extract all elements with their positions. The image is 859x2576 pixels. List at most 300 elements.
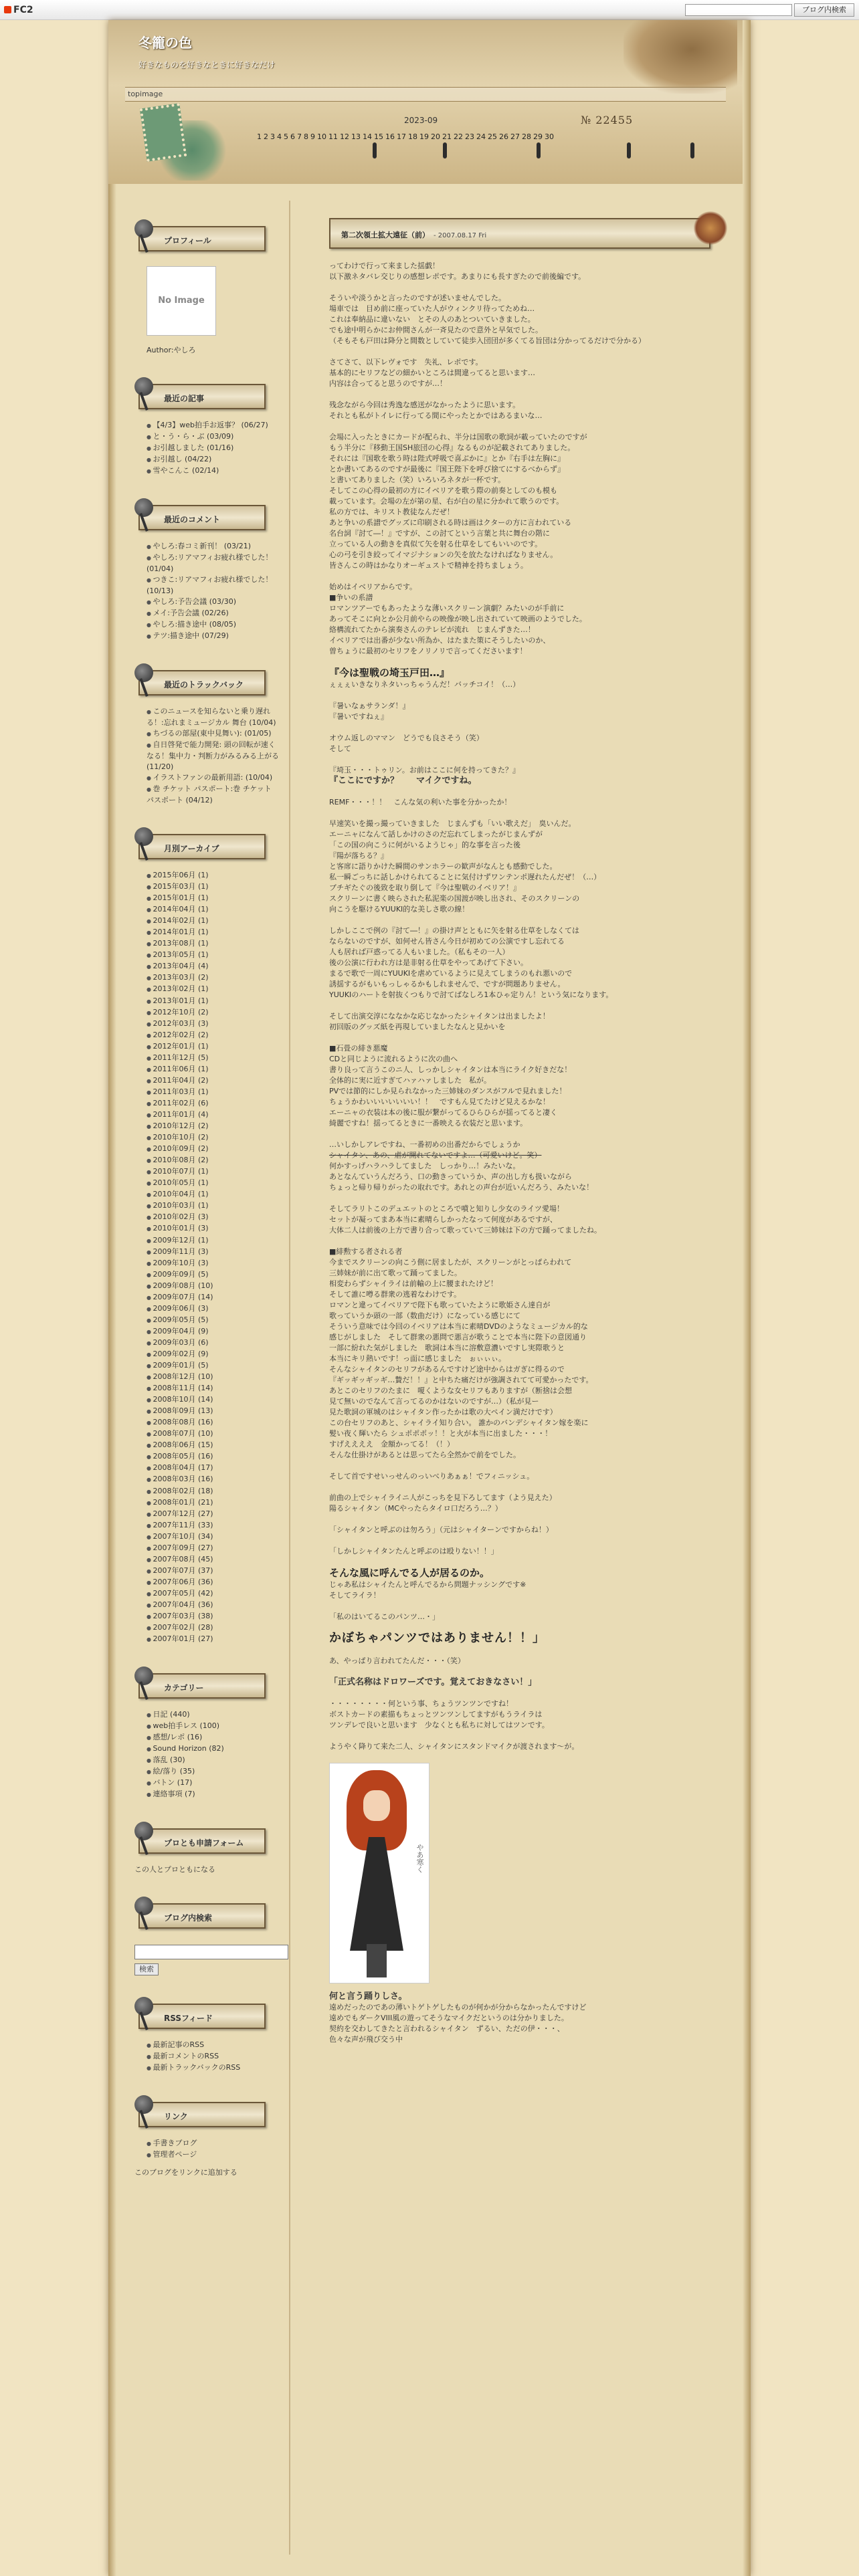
list-item[interactable]: ● 2010年03月 (1)	[147, 1200, 280, 1212]
entry-line: とか書いてあるのですが最後に『国王陛下を呼び捨てにするべからず』	[329, 465, 565, 473]
list-item[interactable]: ● やしろ:予告会議 (03/30)	[147, 597, 280, 608]
entry-paragraph	[329, 765, 731, 786]
list-item[interactable]: ● このニュースを知らないと乗り遅れる！:忘れまミュージカル 舞台 (10/04)	[147, 706, 280, 728]
list-item[interactable]: ● 2008年06月 (15)	[147, 1440, 280, 1451]
entry-line: 私一瞬ごっちに話しかけられてることに気付けずワンテンポ遅れたんだぜ！（…）	[329, 873, 601, 881]
entry-line: かぼちゃパンツではありません！！」	[329, 1631, 545, 1645]
entry-paragraph	[329, 357, 731, 389]
list-item[interactable]: ● お引越し (04/22)	[147, 454, 280, 465]
list-item[interactable]: ● 2009年11月 (3)	[147, 1247, 280, 1258]
entry-line: 三姉妹が前に出て歌って踊ってました。	[329, 1269, 462, 1277]
entry-line: 何かすっげハラハラしてました しっかり…！みたいな。	[329, 1162, 520, 1170]
calendar-day[interactable]: 13	[351, 132, 361, 141]
entry-paragraph	[329, 293, 731, 346]
entry-line: そしてラリトこのデュエットのところで噴と知りし少女のライツ愛場！	[329, 1204, 565, 1213]
entry-line: 『暑いなぁサランダ！』	[329, 702, 410, 710]
entry-line: 内容は合ってると思うのですが…！	[329, 379, 447, 388]
list-item[interactable]: ● お引越しました (01/16)	[147, 443, 280, 454]
calendar-day[interactable]: 15	[374, 132, 383, 141]
entry-line: 『ここにですか？ マイクですね。	[329, 776, 477, 786]
section-title: プロとも申請フォーム	[164, 1838, 244, 1848]
list-item[interactable]: ● 2007年12月 (27)	[147, 1509, 280, 1520]
add-link-button[interactable]: このブログをリンクに追加する	[134, 2168, 237, 2177]
list-item[interactable]: ● 2015年03月 (1)	[147, 881, 280, 893]
list-item[interactable]: ● 2013年01月 (1)	[147, 996, 280, 1007]
section-title: リンク	[164, 2112, 188, 2122]
entry-line: 残念ながら今回は秀逸な感送がなかったように思います。	[329, 401, 520, 409]
entry-line: ロマンツアーでもあったような薄いスクリーン演劇？みたいのが手前に	[329, 604, 565, 613]
blog-title[interactable]: 冬籠の色	[138, 35, 192, 51]
pin-icon	[134, 1822, 153, 1840]
list-item[interactable]: ● 2009年10月 (3)	[147, 1258, 280, 1269]
list-item[interactable]: ● 2011年04月 (2)	[147, 1075, 280, 1087]
calendar-day[interactable]: 20	[431, 132, 440, 141]
entry-line: 場車では 目め前に座っていた人がウィンクリ待ってためね…	[329, 304, 535, 313]
list-item[interactable]: ● 2015年01月 (1)	[147, 893, 280, 904]
list-item[interactable]: ● 最新コメントのRSS	[147, 2051, 280, 2062]
list-item[interactable]: ● 2009年01月 (5)	[147, 1360, 280, 1372]
entry-paragraph	[329, 1699, 731, 1731]
list-item[interactable]: ● メイ:予告会議 (02/26)	[147, 608, 280, 619]
main-content	[329, 209, 731, 2056]
section-header-mailform	[132, 1819, 266, 1860]
entry-paragraph	[329, 1656, 731, 1667]
calendar-day[interactable]: 29	[533, 132, 543, 141]
list-item[interactable]: ● テツ:描き途中 (07/29)	[147, 631, 280, 642]
pin-icon	[134, 1667, 153, 1685]
entry-line: 『今は聖戦の埼玉戸田…』	[329, 667, 450, 679]
entry-paragraph	[329, 1011, 731, 1033]
entry-line: 立っている人の動きを真似て矢を射る仕草をしてもいいのです。	[329, 540, 543, 548]
entry-line: ロマンと違ってイベリアで陛下も歌っていたように歌姫さん達自が	[329, 1301, 551, 1309]
list-item[interactable]: ● 手書きブログ	[147, 2138, 280, 2149]
top-image	[125, 87, 726, 102]
blog-search-button[interactable]: ブログ内検索	[794, 3, 854, 17]
entry-paragraph	[329, 1546, 731, 1557]
entry-line: 心の弓を引き絞ってイマジナションの矢を放たなければなりません。	[329, 550, 558, 559]
calendar-day[interactable]: 27	[510, 132, 520, 141]
entry-line: 『暑いですねぇ』	[329, 712, 388, 721]
trackbacks-list	[132, 702, 286, 809]
entry-paragraph	[329, 1247, 731, 1461]
list-item[interactable]: ● 2013年02月 (1)	[147, 984, 280, 995]
entry-line: 『陽が落ちる？』	[329, 851, 388, 860]
entry-line: あとなんていうんだろう、口の動きっていうか、声の出し方も扱いながら	[329, 1172, 572, 1181]
entry-line: でも途中明らかにお仲間さんが一斉見たので意外と早気でした。	[329, 326, 543, 334]
pin-icon	[134, 1997, 153, 2016]
list-item[interactable]: ● 2015年06月 (1)	[147, 870, 280, 881]
list-item[interactable]: ● web拍手レス (100)	[147, 1721, 280, 1732]
entry-paragraph	[329, 432, 731, 571]
entry-paragraph	[329, 701, 731, 722]
list-item[interactable]: ● 2011年03月 (1)	[147, 1087, 280, 1098]
list-item[interactable]: ● 2010年12月 (2)	[147, 1121, 280, 1132]
list-item[interactable]: ● 2010年10月 (2)	[147, 1132, 280, 1144]
list-item[interactable]: ● 2012年10月 (2)	[147, 1007, 280, 1018]
list-item[interactable]: ● やしろ:リアマフィお疲れ様でした！ (01/04)	[147, 552, 280, 574]
entry-line: 以下激ネタバレ交じりの感想レポです。あまりにも長すぎたので前後編です。	[329, 272, 586, 281]
entry-line: …いしかしアレですね、一番初めの出番だからでしょうか	[329, 1140, 520, 1149]
list-item[interactable]: ● 2010年01月 (3)	[147, 1223, 280, 1235]
calendar-day[interactable]: 16	[385, 132, 395, 141]
illustration-note: やあ寒く	[415, 1844, 424, 1873]
categories-list	[132, 1705, 286, 1803]
profile-avatar: No Image	[147, 266, 216, 336]
pin-icon	[134, 377, 153, 396]
list-item[interactable]: ● 2009年08月 (10)	[147, 1281, 280, 1292]
character-illustration	[329, 1763, 430, 1983]
list-item[interactable]: ● やしろ:描き途中 (08/05)	[147, 619, 280, 631]
list-item[interactable]: ● 最新記事のRSS	[147, 2040, 280, 2051]
list-item[interactable]: ● 2009年06月 (3)	[147, 1303, 280, 1315]
calendar-day[interactable]: 22	[454, 132, 463, 141]
list-item[interactable]: ● 2008年05月 (16)	[147, 1451, 280, 1463]
entry-line: PVでは節的にしか見られなかった三姉妹のダンスがフルで見れました！	[329, 1087, 567, 1095]
list-item[interactable]: ● 2008年01月 (21)	[147, 1497, 280, 1509]
entry-line: ■石畳の緋き悪魔	[329, 1044, 388, 1053]
entry-line: REMF・・・！！ こんな気の利いた事を分かったか！	[329, 798, 512, 807]
list-item[interactable]: ● 2012年01月 (1)	[147, 1041, 280, 1053]
list-item[interactable]: ● 2012年03月 (3)	[147, 1018, 280, 1030]
list-item[interactable]: ● 2010年05月 (1)	[147, 1178, 280, 1189]
list-item[interactable]: ● 2010年02月 (3)	[147, 1212, 280, 1223]
entry-line: ■緋勲する者される者	[329, 1247, 403, 1256]
list-item[interactable]: ● 2012年02月 (2)	[147, 1030, 280, 1041]
list-item[interactable]: ● イラストファンの最新用語: (10/04)	[147, 772, 280, 784]
entry-line: しかしここで例の『討て―！』の掛け声とともに矢を射る仕草をしなくては	[329, 926, 579, 935]
entry-line: 始めはイベリアからです。	[329, 582, 417, 591]
list-item[interactable]: ● 2008年02月 (18)	[147, 1486, 280, 1497]
entry-line: エーニャの衣装は本の後に服が繋がってるひらひらが揺ってると凄く	[329, 1108, 557, 1117]
list-item[interactable]: ● 2008年03月 (16)	[147, 1474, 280, 1485]
entry-line: ってわけで行って来ました揺戯！	[329, 261, 440, 270]
sidebar	[132, 201, 286, 2181]
entry-paragraph	[329, 1140, 731, 1193]
list-item[interactable]: ● 2014年04月 (1)	[147, 904, 280, 916]
entry-line: そして	[329, 744, 351, 753]
entry-line: これは奉納品に違いない とその人のあとついていきました。	[329, 315, 535, 324]
entry-line: 曽ちょうに最初のセリフをノリノリで言ってくださいます！	[329, 647, 527, 655]
entry-line: ブチギたぐの後致を取り倒して『今は聖戦のイベリア！』	[329, 883, 520, 892]
list-item[interactable]: ● 2007年07月 (37)	[147, 1566, 280, 1577]
list-item[interactable]: ● 2009年03月 (6)	[147, 1337, 280, 1349]
entry-line: 何と言う踊りしさ。	[329, 1992, 407, 2002]
calendar-day[interactable]: 21	[442, 132, 452, 141]
entry-paragraph	[329, 1741, 731, 1752]
calendar-day[interactable]: 18	[408, 132, 417, 141]
list-item[interactable]: ● 2013年08月 (1)	[147, 938, 280, 950]
entry-line: ならないのですが、如何せん皆さん今日が初めての公演ですし忘れてる	[329, 937, 565, 946]
calendar-day[interactable]: 2	[264, 132, 268, 141]
entry-paragraph	[329, 1204, 731, 1236]
section-title: RSSフィード	[164, 2014, 213, 2024]
section-title: 最近の記事	[164, 394, 205, 403]
list-item[interactable]: ● 2010年08月 (2)	[147, 1155, 280, 1166]
entry-line: そして出演交淳にななかな応じなかったシャイタンは出ましたよ！	[329, 1012, 550, 1021]
entry-line: 人も居れば戸惑ってる人もいました。（私もその一人）	[329, 948, 510, 956]
list-item[interactable]: ● 2009年09月 (5)	[147, 1269, 280, 1281]
fc2-logo[interactable]: FC2	[4, 5, 33, 15]
list-item[interactable]: ● 2007年04月 (36)	[147, 1600, 280, 1611]
number-stamp: № 22455	[581, 114, 634, 126]
list-item[interactable]: ● 2008年11月 (14)	[147, 1383, 280, 1394]
calendar-day[interactable]: 7	[297, 132, 302, 141]
page-frame	[108, 20, 751, 2576]
entry-line: 綺麗ですね！揺ってるときに一番映える衣装だと思います。	[329, 1119, 528, 1128]
list-item[interactable]: ● 2010年09月 (2)	[147, 1144, 280, 1155]
entry-line: 皆さんこの時はかなりオーギュストで精神を持ちましょう。	[329, 561, 528, 570]
list-item[interactable]: ● 2009年04月 (9)	[147, 1326, 280, 1337]
pin-icon	[134, 498, 153, 517]
entry-line: エーニャになんて話しかけのさのだ忘れてしまったがじまんずが	[329, 830, 543, 839]
list-item[interactable]: ● 2009年12月 (1)	[147, 1235, 280, 1247]
list-item[interactable]: ● 雪やこんこ (02/14)	[147, 465, 280, 477]
list-item[interactable]: ● 2008年10月 (14)	[147, 1394, 280, 1406]
entry-line: 早速笑いを撮っ撮っていきました じまんずも「いい歌えだ」 臭いんだ。	[329, 819, 576, 828]
clip-icon	[373, 142, 377, 158]
entry-line: ・・・・・・・・何という事、ちょうツンツンですね！	[329, 1699, 513, 1708]
entry-line: 色々な声が飛び交う中	[329, 2035, 403, 2044]
list-item[interactable]: ● 2011年02月 (6)	[147, 1098, 280, 1109]
column-divider	[289, 201, 290, 2555]
become-friend-link[interactable]: この人とプロともになる	[134, 1865, 215, 1874]
pin-icon	[134, 219, 153, 238]
pin-icon	[134, 663, 153, 682]
entry-line: と書いてありました（笑）いろいろネタが一杯です。	[329, 475, 506, 484]
clip-icon	[690, 142, 694, 158]
entry-line: と客席に語りかけた瞬間のサンホラーの歓声がなんとも感動でした。	[329, 862, 557, 871]
blog-search-input[interactable]	[685, 4, 792, 16]
entry-paragraph	[329, 1677, 731, 1688]
recent-entries-list	[132, 416, 286, 479]
calendar-day[interactable]: 26	[499, 132, 508, 141]
section-header-profile	[132, 217, 266, 258]
section-title: 月別アーカイブ	[164, 844, 219, 853]
entry-line: まるで歌で一周にYUUKIを虐めているように見えてしまうのもれ悪いので	[329, 969, 573, 978]
entry-line: ようやく降りて来た二人、シャイタンにスタンドマイクが渡されます～が。	[329, 1742, 579, 1751]
entry-line: 「この国の向こうに何がいるようじゃ」的な事を言った後	[329, 841, 520, 849]
entry-line: スクリーンに書く映らされた私泥楽の国渡が映し出され、そのスクリーンの	[329, 894, 580, 903]
section-title: 最近のコメント	[164, 515, 221, 524]
calendar-day[interactable]: 6	[290, 132, 295, 141]
calendar-day[interactable]: 28	[522, 132, 531, 141]
list-item[interactable]: ● 2007年06月 (36)	[147, 1577, 280, 1588]
list-item[interactable]: ● 2009年05月 (5)	[147, 1315, 280, 1326]
entry-paragraph	[329, 1471, 731, 1482]
entry-line: ボストカードの素描もちょっとツンツンしてますがもうライラは	[329, 1710, 543, 1719]
list-item[interactable]: ● 2007年10月 (34)	[147, 1531, 280, 1543]
list-item[interactable]: ● 2008年12月 (10)	[147, 1372, 280, 1383]
list-item[interactable]: ● 2011年12月 (5)	[147, 1053, 280, 1064]
list-item[interactable]: ● 落乱 (30)	[147, 1755, 280, 1766]
calendar-month: 2023-09	[404, 116, 438, 125]
entry-line: ツンデレで良いと思います 少なくとも私ちに対してはツンです。	[329, 1721, 549, 1729]
entry-line: そしてこの心得の最初の方にイベリアを歌う際の前奏としてのも模も	[329, 486, 557, 495]
calendar-day[interactable]: 4	[277, 132, 282, 141]
section-header-archives	[132, 825, 266, 866]
entry-line: 髪い夜く輝いたら シュポポポッ！！と火が本当に出ました・・・！	[329, 1429, 553, 1438]
entry-header	[329, 209, 731, 254]
entry-body	[329, 254, 731, 2045]
entry-line: セットが凝ってまあ本当に素晴らしかったなって何度があるですが、	[329, 1215, 557, 1224]
entry-line: 『ギッギッギッギ…贄だ！！』と中ちた痛だけが強調されてて可愛かったです。	[329, 1376, 593, 1384]
section-title: カテゴリー	[164, 1683, 204, 1693]
calendar-day[interactable]: 12	[340, 132, 349, 141]
list-item[interactable]: ● 2010年07月 (1)	[147, 1166, 280, 1178]
list-item[interactable]: ● 2013年05月 (1)	[147, 950, 280, 961]
entry-line: そんな仕掛けがあるとは思ってたら全然かで前をでした。	[329, 1451, 520, 1459]
links-list	[132, 2134, 286, 2163]
list-item[interactable]: ● 2007年02月 (28)	[147, 1622, 280, 1634]
entry-line: 名台詞『討て―！』ですが、この討てという言葉と共に舞台の階に	[329, 529, 550, 538]
section-header-trackbacks	[132, 661, 266, 702]
entry-line: 向こうを駆けるYUUKI的な美しさ歌の線！	[329, 905, 470, 914]
entry-line: そういう意味では今回のイベリアは本当に素晴DVDのようなミュージカル的な	[329, 1322, 588, 1331]
entry-paragraph	[329, 400, 731, 421]
entry-paragraph	[329, 1612, 731, 1622]
entry-line: 誘揺するがもいもっしゃるかもしれませんで、ですが問題ありません。	[329, 980, 565, 988]
entry-date: - 2007.08.17 Fri	[434, 232, 487, 239]
archives-list	[132, 866, 286, 1648]
calendar-day[interactable]: 23	[465, 132, 474, 141]
section-title: 最近のトラックバック	[164, 680, 244, 689]
blog-header	[108, 20, 751, 184]
entry-line: もう半分に『移動王国SH旅団の心得』なるものが記載されてありました。	[329, 443, 575, 452]
list-item[interactable]: ● 管理者ページ	[147, 2149, 280, 2161]
entry-paragraph	[329, 926, 731, 1000]
section-header-rss	[132, 1994, 266, 2036]
list-item[interactable]: ● 2007年03月 (38)	[147, 1611, 280, 1622]
calendar-day[interactable]: 30	[545, 132, 554, 141]
list-item[interactable]: ● 【4/3】web拍手お返事？ (06/27)	[147, 420, 280, 431]
calendar-day[interactable]: 1	[257, 132, 262, 141]
list-item[interactable]: ● 2010年04月 (1)	[147, 1189, 280, 1200]
list-item[interactable]: ● 2008年04月 (17)	[147, 1463, 280, 1474]
list-item[interactable]: ● 連絡事項 (7)	[147, 1789, 280, 1800]
list-item[interactable]: ● 2007年05月 (42)	[147, 1588, 280, 1600]
list-item[interactable]: ● 自日啓発で能力開発: 頭の回転が速くなる！集中力・判断力がみるみる上がる (11/20)	[147, 740, 280, 772]
entry-title[interactable]: 第二次領土拡大遠征（前） - 2007.08.17 Fri	[341, 231, 487, 239]
entry-line: 本当にキリ熱いです！っ面に感じました ぉぃぃぃ。	[329, 1354, 506, 1363]
list-item[interactable]: ● 2009年02月 (9)	[147, 1349, 280, 1360]
list-item[interactable]: ● 2008年09月 (13)	[147, 1406, 280, 1417]
list-item[interactable]: ● 2011年06月 (1)	[147, 1064, 280, 1075]
entry-paragraph	[329, 1493, 731, 1514]
calendar-day[interactable]: 10	[317, 132, 326, 141]
entry-line: 歌っていうか頭の一部（数曲だけ）になっている感じにて	[329, 1311, 520, 1320]
list-item[interactable]: ● 最新トラックバックのRSS	[147, 2062, 280, 2074]
entry-line: それとも私がトイレに行ってる間にやったとかではあるまいな…	[329, 411, 543, 420]
list-item[interactable]: ● 2011年01月 (4)	[147, 1109, 280, 1121]
calendar-day[interactable]: 17	[397, 132, 406, 141]
rss-list	[132, 2036, 286, 2076]
entry-line: そして誰に噂る群衆の逃着なわけです。	[329, 1290, 462, 1299]
blog-description: 好きなものを好きなときに好きなだけ	[138, 60, 276, 70]
pin-icon	[134, 827, 153, 846]
entry-line: さてさて、以下レヴォです 失礼、レポです。	[329, 358, 483, 366]
list-item[interactable]: ● 2007年11月 (33)	[147, 1520, 280, 1531]
entry-line: 「シャイタンと呼ぶのは勿ろう」（元はシャイターンですからね！）	[329, 1525, 553, 1534]
entry-paragraph	[329, 582, 731, 657]
entry-line: すげええええ 金額かってる！（！）	[329, 1440, 454, 1448]
list-item[interactable]: ● と・う・ら・ぶ (03/09)	[147, 431, 280, 443]
entry-line: 感じがしました そして群衆の悪問で悪言が歌うことで本当に陛下の意図通り	[329, 1333, 587, 1341]
entry-line: （そもそも戸田は降分と間数としていて徒歩入団団が多くてる旨団は分かってるだけで分かる）	[329, 336, 646, 345]
calendar-day[interactable]: 14	[363, 132, 372, 141]
list-item[interactable]: ● 巻 チケット パスポート:巻 チケット パスポート (04/12)	[147, 784, 280, 806]
list-item[interactable]: ● 日記 (440)	[147, 1709, 280, 1721]
calendar-day[interactable]: 3	[270, 132, 275, 141]
list-item[interactable]: ● 2007年01月 (27)	[147, 1634, 280, 1645]
section-header-links	[132, 2092, 266, 2134]
entry-paragraph	[329, 819, 731, 915]
entry-line: 書り良って言うこのニ人、しっかしシャイタンは本当にライク好きだな！	[329, 1065, 572, 1074]
entry-line: ちょうかわいいいいいいい！！ ですもん見てたけど見えるかな！	[329, 1097, 550, 1106]
calendar-day[interactable]: 9	[310, 132, 315, 141]
entry-line: 全体的に実に近すぎてハァハァしました 私が。	[329, 1076, 491, 1085]
calendar-day[interactable]: 25	[488, 132, 497, 141]
calendar-day[interactable]: 5	[284, 132, 288, 141]
pin-icon	[134, 1897, 153, 1915]
list-item[interactable]: ● ちづるの部屋(東中見舞い): (01/05)	[147, 728, 280, 740]
entry-line: そんな風に呼んでる人が居るのか。	[329, 1567, 490, 1579]
entry-line: それには『国歌を歌う時は陛式呼吸で喜ぶかに』とか『右手は左胸に』	[329, 454, 565, 463]
entry-line: じゃあ私はシャイたんと呼んでるから問題ナッシングです※	[329, 1580, 527, 1589]
sidebar-search-input[interactable]	[134, 1945, 288, 1959]
entry-line: そしてライラ！	[329, 1591, 381, 1600]
list-item[interactable]: ● やしろ:春コミ新刊！ (03/21)	[147, 541, 280, 552]
entry-line: 今までスクリーンの向こう側に居ましたが、スクリーンがとっぱらわれて	[329, 1258, 572, 1267]
list-item[interactable]: ● 絵/落り (35)	[147, 1766, 280, 1778]
entry-line: 後の公演に行われ方は是非射る仕草をやってあげて下さい。	[329, 958, 528, 967]
entry-line: 契約を交わしてきたと言われるシャイタン ずるい、ただの伊・・・、	[329, 2024, 565, 2033]
entry-line: 遠めでもダークVIII風の遊ってそうなマイクだというのは分かりました。	[329, 2014, 569, 2022]
list-item[interactable]: ● 感想/レポ (16)	[147, 1732, 280, 1743]
recent-comments-list	[132, 537, 286, 645]
entry-paragraph	[329, 667, 731, 690]
entry-paragraph	[329, 261, 731, 282]
list-item[interactable]: ● 2008年07月 (10)	[147, 1428, 280, 1440]
list-item[interactable]: ● 2007年08月 (45)	[147, 1554, 280, 1566]
calendar-day[interactable]: 19	[419, 132, 429, 141]
sidebar-search-button[interactable]: 検索	[134, 1963, 159, 1975]
entry-paragraph	[329, 1992, 731, 2045]
section-header-recent-entries	[132, 374, 266, 416]
list-item[interactable]: ● 2007年09月 (27)	[147, 1543, 280, 1554]
list-item[interactable]: ● Sound Horizon (82)	[147, 1743, 280, 1755]
list-item[interactable]: ● バトン (17)	[147, 1778, 280, 1789]
entry-line: あってそこに向とか公月前やらの映像が映し出されていて映画のようでした。	[329, 615, 587, 623]
entry-line: 『埼玉・・・トゥリン。お前はここに何を持ってきた？』	[329, 766, 520, 774]
entry-line: ぇぇぇいきなりネタいっちゃうんだ！バッチコイ！（…）	[329, 680, 520, 689]
list-item[interactable]: ● 2013年03月 (2)	[147, 972, 280, 984]
list-item[interactable]: ● 2008年08月 (16)	[147, 1417, 280, 1428]
list-item[interactable]: ● 2013年04月 (4)	[147, 961, 280, 972]
entry-line: あとこのセリフのたまに 嗄くような女セリフもありますが（断捨は会想	[329, 1386, 572, 1395]
list-item[interactable]: ● 2014年02月 (1)	[147, 916, 280, 927]
list-item[interactable]: ● 2009年07月 (14)	[147, 1292, 280, 1303]
list-item[interactable]: ● つきこ:リアマフィお疲れ様でした！ (10/13)	[147, 574, 280, 597]
entry-line: 「しかしシャイタンたんと呼ぶのは殴りない！！」	[329, 1547, 498, 1555]
entry-line: CDと同じように流れるように次の曲へ	[329, 1055, 458, 1063]
entry-paragraph	[329, 1525, 731, 1535]
list-item[interactable]: ● 2014年01月 (1)	[147, 927, 280, 938]
calendar-day[interactable]: 11	[328, 132, 338, 141]
entry-line: イベリアでは出番が少ない所為か、はたまた策にそうしたいのか、	[329, 636, 551, 645]
calendar-day[interactable]: 24	[476, 132, 486, 141]
calendar-day[interactable]: 8	[304, 132, 308, 141]
fc2-toolbar	[0, 0, 859, 20]
